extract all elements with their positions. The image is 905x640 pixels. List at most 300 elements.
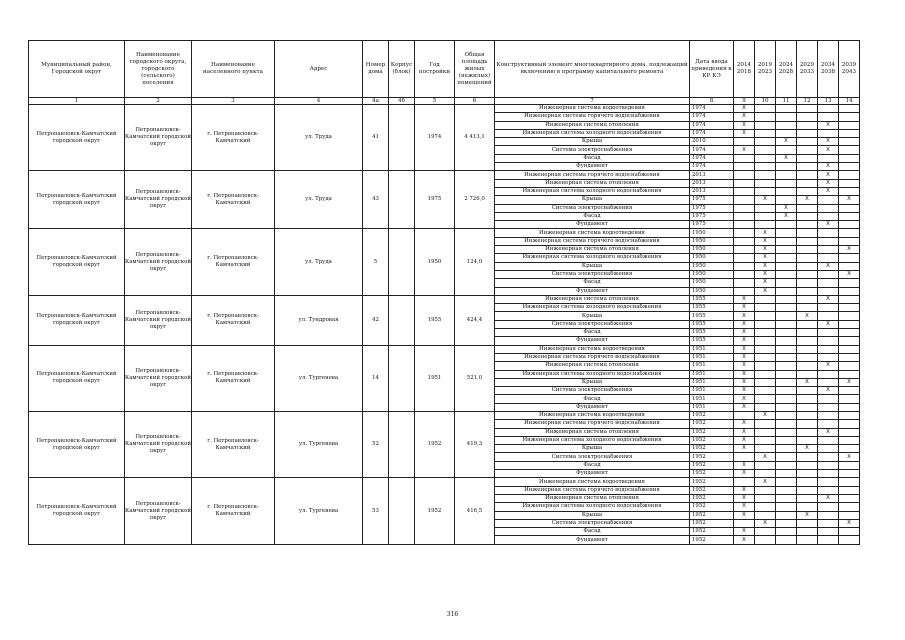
area-cell: 419,3 (455, 411, 495, 477)
period-mark-cell (755, 171, 776, 179)
house-number-cell: 42 (363, 295, 389, 345)
date-cell: 1975 (690, 212, 734, 220)
period-mark-cell (797, 304, 818, 312)
period-mark-cell (818, 536, 839, 544)
house-number-cell: 53 (363, 478, 389, 544)
period-mark-cell (797, 154, 818, 162)
header-period-2039: 2039 2043 (839, 41, 860, 98)
period-mark-cell (839, 353, 860, 361)
period-mark-cell: X (818, 121, 839, 129)
period-mark-cell (776, 453, 797, 461)
period-mark-cell (755, 113, 776, 121)
year-cell: 1950 (415, 229, 455, 295)
period-mark-cell (797, 171, 818, 179)
element-cell: Инженерная система отопления (495, 428, 690, 436)
period-mark-cell (797, 461, 818, 469)
period-mark-cell (755, 187, 776, 195)
period-mark-cell: X (755, 270, 776, 278)
period-mark-cell (818, 511, 839, 519)
period-mark-cell (776, 113, 797, 121)
period-mark-cell: X (734, 362, 755, 370)
period-mark-cell (839, 395, 860, 403)
period-mark-cell: X (734, 445, 755, 453)
column-number: 8 (690, 98, 734, 105)
period-mark-cell (818, 378, 839, 386)
district-cell: Петропавловск-Камчатский городской округ (29, 411, 125, 477)
period-mark-cell (818, 312, 839, 320)
header-period-2024: 2024 2028 (776, 41, 797, 98)
period-mark-cell (797, 221, 818, 229)
locality-cell: г. Петропавловск-Камчатский (192, 171, 275, 229)
district-cell: Петропавловск-Камчатский городской округ (29, 229, 125, 295)
period-mark-cell: X (797, 378, 818, 386)
period-mark-cell (839, 337, 860, 345)
period-mark-cell (839, 105, 860, 113)
date-cell: 1950 (690, 229, 734, 237)
date-cell: 1952 (690, 445, 734, 453)
settlement-cell: Петропавловск-Камчатский городской округ (125, 229, 192, 295)
address-cell: ул. Тундровая (275, 295, 363, 345)
element-cell: Крыша (495, 511, 690, 519)
element-cell: Фундамент (495, 287, 690, 295)
date-cell: 1951 (690, 345, 734, 353)
period-mark-cell (839, 154, 860, 162)
element-cell: Крыша (495, 138, 690, 146)
date-cell: 1974 (690, 163, 734, 171)
element-cell: Фундамент (495, 403, 690, 411)
period-mark-cell (797, 420, 818, 428)
period-mark-cell (776, 411, 797, 419)
period-mark-cell (839, 121, 860, 129)
header-period-2014: 2014 2018 (734, 41, 755, 98)
period-mark-cell: X (734, 494, 755, 502)
element-cell: Инженерная система холодного водоснабжения (495, 304, 690, 312)
period-mark-cell (776, 436, 797, 444)
period-mark-cell (776, 494, 797, 502)
period-mark-cell (755, 304, 776, 312)
period-mark-cell (818, 528, 839, 536)
period-mark-cell (839, 420, 860, 428)
period-mark-cell (839, 486, 860, 494)
period-mark-cell (755, 445, 776, 453)
period-mark-cell (839, 171, 860, 179)
house-number-cell: 52 (363, 411, 389, 477)
period-mark-cell (818, 304, 839, 312)
period-mark-cell (755, 494, 776, 502)
period-mark-cell (839, 304, 860, 312)
period-mark-cell (755, 370, 776, 378)
period-mark-cell: X (755, 262, 776, 270)
area-cell: 124,0 (455, 229, 495, 295)
period-mark-cell (755, 395, 776, 403)
period-mark-cell (797, 503, 818, 511)
period-mark-cell (797, 138, 818, 146)
element-cell: Фасад (495, 461, 690, 469)
column-number-row (29, 98, 860, 105)
period-mark-cell: X (755, 279, 776, 287)
header-house-number: Номер дома (363, 41, 389, 98)
period-mark-cell (818, 420, 839, 428)
header-period-2029: 2029 2033 (797, 41, 818, 98)
period-mark-cell (776, 187, 797, 195)
period-mark-cell (755, 345, 776, 353)
period-mark-cell: X (797, 312, 818, 320)
period-mark-cell (776, 129, 797, 137)
period-mark-cell (818, 470, 839, 478)
year-cell: 1955 (415, 295, 455, 345)
period-mark-cell (734, 262, 755, 270)
period-mark-cell (818, 337, 839, 345)
period-mark-cell (839, 370, 860, 378)
header-date: Дата ввода приведения к КР КЭ (690, 41, 734, 98)
period-mark-cell (755, 221, 776, 229)
period-mark-cell (776, 536, 797, 544)
date-cell: 1955 (690, 320, 734, 328)
element-cell: Фасад (495, 329, 690, 337)
period-mark-cell: X (818, 179, 839, 187)
address-cell: ул. Тургенева (275, 411, 363, 477)
period-mark-cell (818, 154, 839, 162)
period-mark-cell: X (734, 337, 755, 345)
period-mark-cell (755, 337, 776, 345)
period-mark-cell (839, 478, 860, 486)
period-mark-cell (839, 503, 860, 511)
period-mark-cell (818, 486, 839, 494)
date-cell: 1952 (690, 511, 734, 519)
date-cell: 1952 (690, 478, 734, 486)
element-cell: Инженерная система водоотведения (495, 345, 690, 353)
period-mark-cell: X (734, 387, 755, 395)
period-mark-cell (755, 420, 776, 428)
period-mark-cell (776, 395, 797, 403)
table-row (29, 229, 860, 237)
column-number: 7 (495, 98, 690, 105)
period-mark-cell (839, 345, 860, 353)
period-mark-cell (734, 270, 755, 278)
period-mark-cell (755, 428, 776, 436)
column-number: 14 (839, 98, 860, 105)
date-cell: 1955 (690, 304, 734, 312)
period-mark-cell (776, 262, 797, 270)
period-mark-cell: X (734, 129, 755, 137)
capital-repair-table (28, 40, 860, 545)
header-address: Адрес (275, 41, 363, 98)
element-cell: Система электроснабжения (495, 270, 690, 278)
date-cell: 1952 (690, 420, 734, 428)
block-cell (389, 229, 415, 295)
date-cell: 1955 (690, 329, 734, 337)
element-cell: Система электроснабжения (495, 519, 690, 527)
period-mark-cell (734, 154, 755, 162)
element-cell: Фасад (495, 395, 690, 403)
date-cell: 1955 (690, 295, 734, 303)
date-cell: 1955 (690, 312, 734, 320)
period-mark-cell (818, 229, 839, 237)
header-block: Корпус (блок) (389, 41, 415, 98)
period-mark-cell (797, 295, 818, 303)
period-mark-cell: X (818, 171, 839, 179)
period-mark-cell: X (734, 378, 755, 386)
period-mark-cell (776, 146, 797, 154)
period-mark-cell (797, 179, 818, 187)
column-number: 5 (415, 98, 455, 105)
date-cell: 1974 (690, 105, 734, 113)
period-mark-cell (776, 461, 797, 469)
element-cell: Крыша (495, 378, 690, 386)
period-mark-cell (797, 270, 818, 278)
year-cell: 1975 (415, 171, 455, 229)
period-mark-cell (839, 312, 860, 320)
period-mark-cell: X (734, 105, 755, 113)
date-cell: 1974 (690, 154, 734, 162)
period-mark-cell: X (839, 270, 860, 278)
period-mark-cell (776, 171, 797, 179)
period-mark-cell (839, 362, 860, 370)
period-mark-cell: X (734, 470, 755, 478)
area-cell: 2 726,0 (455, 171, 495, 229)
period-mark-cell (818, 237, 839, 245)
period-mark-cell (839, 113, 860, 121)
period-mark-cell (818, 196, 839, 204)
block-cell (389, 295, 415, 345)
period-mark-cell: X (755, 453, 776, 461)
period-mark-cell (797, 486, 818, 494)
period-mark-cell (818, 329, 839, 337)
header-row (29, 41, 860, 98)
period-mark-cell (776, 503, 797, 511)
period-mark-cell (755, 146, 776, 154)
header-locality: Наименование населенного пункта (192, 41, 275, 98)
date-cell: 2013 (690, 187, 734, 195)
period-mark-cell (734, 453, 755, 461)
period-mark-cell (839, 212, 860, 220)
period-mark-cell (818, 436, 839, 444)
period-mark-cell: X (818, 138, 839, 146)
period-mark-cell (839, 329, 860, 337)
element-cell: Инженерная система холодного водоснабжения (495, 370, 690, 378)
period-mark-cell (797, 395, 818, 403)
period-mark-cell: X (797, 445, 818, 453)
element-cell: Фундамент (495, 337, 690, 345)
period-mark-cell (776, 270, 797, 278)
house-number-cell: 43 (363, 171, 389, 229)
element-cell: Инженерная система горячего водоснабжения (495, 420, 690, 428)
period-mark-cell (776, 362, 797, 370)
period-mark-cell: X (776, 204, 797, 212)
element-cell: Инженерная система отопления (495, 246, 690, 254)
period-mark-cell: X (734, 486, 755, 494)
period-mark-cell (818, 503, 839, 511)
period-mark-cell (776, 237, 797, 245)
period-mark-cell: X (755, 246, 776, 254)
period-mark-cell (839, 179, 860, 187)
period-mark-cell: X (839, 246, 860, 254)
period-mark-cell: X (839, 519, 860, 527)
period-mark-cell (734, 237, 755, 245)
period-mark-cell: X (734, 345, 755, 353)
period-mark-cell (818, 403, 839, 411)
district-cell: Петропавловск-Камчатский городской округ (29, 105, 125, 171)
date-cell: 1952 (690, 486, 734, 494)
period-mark-cell (755, 403, 776, 411)
period-mark-cell (818, 519, 839, 527)
period-mark-cell (776, 470, 797, 478)
period-mark-cell: X (839, 196, 860, 204)
period-mark-cell (776, 221, 797, 229)
table-row (29, 295, 860, 303)
date-cell: 1951 (690, 387, 734, 395)
period-mark-cell (755, 204, 776, 212)
period-mark-cell (797, 163, 818, 171)
date-cell: 1952 (690, 436, 734, 444)
period-mark-cell (818, 204, 839, 212)
period-mark-cell (797, 187, 818, 195)
block-cell (389, 171, 415, 229)
period-mark-cell (797, 353, 818, 361)
period-mark-cell (839, 163, 860, 171)
settlement-cell: Петропавловск-Камчатский городской округ (125, 295, 192, 345)
period-mark-cell (776, 320, 797, 328)
period-mark-cell (776, 229, 797, 237)
period-mark-cell (734, 221, 755, 229)
period-mark-cell (797, 478, 818, 486)
period-mark-cell (797, 428, 818, 436)
period-mark-cell (818, 353, 839, 361)
period-mark-cell: X (755, 229, 776, 237)
period-mark-cell (797, 387, 818, 395)
period-mark-cell (776, 304, 797, 312)
period-mark-cell (839, 254, 860, 262)
period-mark-cell: X (818, 163, 839, 171)
period-mark-cell (839, 445, 860, 453)
period-mark-cell (755, 436, 776, 444)
period-mark-cell: X (734, 395, 755, 403)
period-mark-cell (839, 295, 860, 303)
element-cell: Инженерная система холодного водоснабжения (495, 129, 690, 137)
period-mark-cell (839, 287, 860, 295)
column-number: 1 (29, 98, 125, 105)
house-number-cell: 41 (363, 105, 389, 171)
settlement-cell: Петропавловск-Камчатский городской округ (125, 478, 192, 544)
period-mark-cell: X (734, 312, 755, 320)
date-cell: 1975 (690, 221, 734, 229)
date-cell: 1950 (690, 246, 734, 254)
header-settlement: Наименование городского округа, городского (сельского) поселения (125, 41, 192, 98)
header-district: Муниципальный район, Городской округ (29, 41, 125, 98)
settlement-cell: Петропавловск-Камчатский городской округ (125, 171, 192, 229)
date-cell: 1952 (690, 536, 734, 544)
date-cell: 1952 (690, 519, 734, 527)
district-cell: Петропавловск-Камчатский городской округ (29, 295, 125, 345)
table-row (29, 105, 860, 113)
page-number: 316 (446, 611, 459, 618)
date-cell: 1951 (690, 370, 734, 378)
period-mark-cell (797, 528, 818, 536)
period-mark-cell (818, 445, 839, 453)
period-mark-cell (797, 536, 818, 544)
header-area: Общая площадь жилых (нежилых) помещений (455, 41, 495, 98)
period-mark-cell (818, 246, 839, 254)
period-mark-cell: X (818, 221, 839, 229)
period-mark-cell: X (734, 420, 755, 428)
date-cell: 1974 (690, 146, 734, 154)
period-mark-cell: X (755, 519, 776, 527)
period-mark-cell: X (755, 287, 776, 295)
block-cell (389, 478, 415, 544)
element-cell: Фасад (495, 528, 690, 536)
period-mark-cell (839, 129, 860, 137)
element-cell: Инженерная система водоотведения (495, 478, 690, 486)
district-cell: Петропавловск-Камчатский городской округ (29, 478, 125, 544)
period-mark-cell (818, 212, 839, 220)
period-mark-cell (818, 270, 839, 278)
area-cell: 521,0 (455, 345, 495, 411)
date-cell: 1950 (690, 237, 734, 245)
period-mark-cell (818, 370, 839, 378)
period-mark-cell (755, 528, 776, 536)
header-period-2019: 2019 2023 (755, 41, 776, 98)
period-mark-cell (734, 179, 755, 187)
period-mark-cell (755, 461, 776, 469)
period-mark-cell: X (734, 528, 755, 536)
area-cell: 424,4 (455, 295, 495, 345)
period-mark-cell: X (818, 295, 839, 303)
date-cell: 1974 (690, 113, 734, 121)
column-number: 10 (755, 98, 776, 105)
period-mark-cell: X (755, 237, 776, 245)
element-cell: Инженерная система горячего водоснабжения (495, 237, 690, 245)
element-cell: Инженерная система холодного водоснабжения (495, 254, 690, 262)
table-row (29, 411, 860, 419)
element-cell: Крыша (495, 262, 690, 270)
period-mark-cell (755, 138, 776, 146)
period-mark-cell (818, 345, 839, 353)
period-mark-cell (797, 105, 818, 113)
period-mark-cell: X (734, 121, 755, 129)
period-mark-cell (839, 428, 860, 436)
date-cell: 2010 (690, 138, 734, 146)
period-mark-cell (839, 411, 860, 419)
date-cell: 1951 (690, 378, 734, 386)
date-cell: 1950 (690, 279, 734, 287)
date-cell: 1952 (690, 494, 734, 502)
column-number: 6 (455, 98, 495, 105)
date-cell: 1952 (690, 453, 734, 461)
date-cell: 1975 (690, 196, 734, 204)
period-mark-cell (734, 478, 755, 486)
table-body (29, 105, 860, 545)
period-mark-cell (755, 320, 776, 328)
period-mark-cell: X (734, 329, 755, 337)
period-mark-cell: X (734, 370, 755, 378)
period-mark-cell (755, 486, 776, 494)
settlement-cell: Петропавловск-Камчатский городской округ (125, 105, 192, 171)
element-cell: Инженерная система горячего водоснабжения (495, 171, 690, 179)
period-mark-cell (839, 528, 860, 536)
element-cell: Инженерная система водоотведения (495, 105, 690, 113)
locality-cell: г. Петропавловск-Камчатский (192, 478, 275, 544)
period-mark-cell: X (734, 461, 755, 469)
period-mark-cell (839, 146, 860, 154)
element-cell: Система электроснабжения (495, 146, 690, 154)
date-cell: 1950 (690, 254, 734, 262)
period-mark-cell (776, 486, 797, 494)
program-table-sheet (28, 40, 859, 545)
period-mark-cell (839, 536, 860, 544)
period-mark-cell (734, 212, 755, 220)
period-mark-cell (776, 312, 797, 320)
period-mark-cell (797, 237, 818, 245)
